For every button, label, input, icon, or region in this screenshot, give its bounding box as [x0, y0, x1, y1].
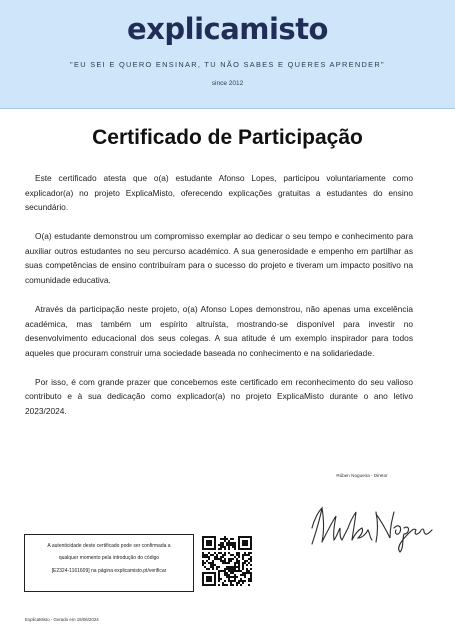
paragraph-3: Através da participação neste projeto, o(a) Afonso Lopes demonstrou, não apenas uma excelência académica, mas também um espírito altruísta, mostrando-se disponível para investir no desenvolvimento educacional dos seus colegas. A sua atitude é um exemplo inspirador para todos aqueles que procuram construir uma sociedade baseada no conhecimento e na solidariedade. — [25, 303, 413, 358]
explicamisto-logo: explicamisto — [127, 12, 328, 46]
signer-name: Rúben Nogueira - Diretor — [336, 473, 388, 478]
paragraph-2: O(a) estudante demonstrou um compromisso exemplar ao dedicar o seu tempo e conhecimento para auxiliar outros estudantes no seu percurso académico. A sua generosidade e empenho em partilhar as suas competências de ensino contribuíram para o sucesso do projeto e tiveram um impacto positivo na comunidade educativa. — [25, 231, 413, 285]
paragraph-1: Este certificado atesta que o(a) estudante Afonso Lopes, participou voluntariamente como explicador(a) no projeto ExplicaMisto, oferecendo explicações gratuitas a estudantes do ensino secundário. — [25, 173, 413, 213]
since-year: since 2012 — [211, 80, 244, 87]
handwritten-signature — [300, 498, 440, 558]
verification-line-2: qualquer momento pela introdução do código — [58, 555, 160, 562]
qr-code — [202, 536, 252, 586]
paragraph-4: Por isso, é com grande prazer que concebemos este certificado em reconhecimento do seu valioso contributo e à sua dedicação como explicador(a) no projeto ExplicaMisto durante o ano letivo 2023/2024. — [25, 376, 413, 416]
certificate-body — [25, 171, 413, 433]
certificate-header — [0, 0, 455, 109]
verification-line-1: A autenticidade deste certificado pode ser confirmada a — [47, 543, 171, 549]
footer-generated: ExplicaMisto - Gerado em 19/06/2024 — [25, 617, 99, 622]
certificate-title: Certificado de Participação — [92, 126, 363, 149]
verification-line-3: [E2324-1161609] na página explicamisto.pt/verificar — [51, 567, 167, 574]
verification-box — [24, 534, 194, 592]
motto: "EU SEI E QUERO ENSINAR, TU NÃO SABES E QUERES APRENDER" — [70, 60, 385, 69]
